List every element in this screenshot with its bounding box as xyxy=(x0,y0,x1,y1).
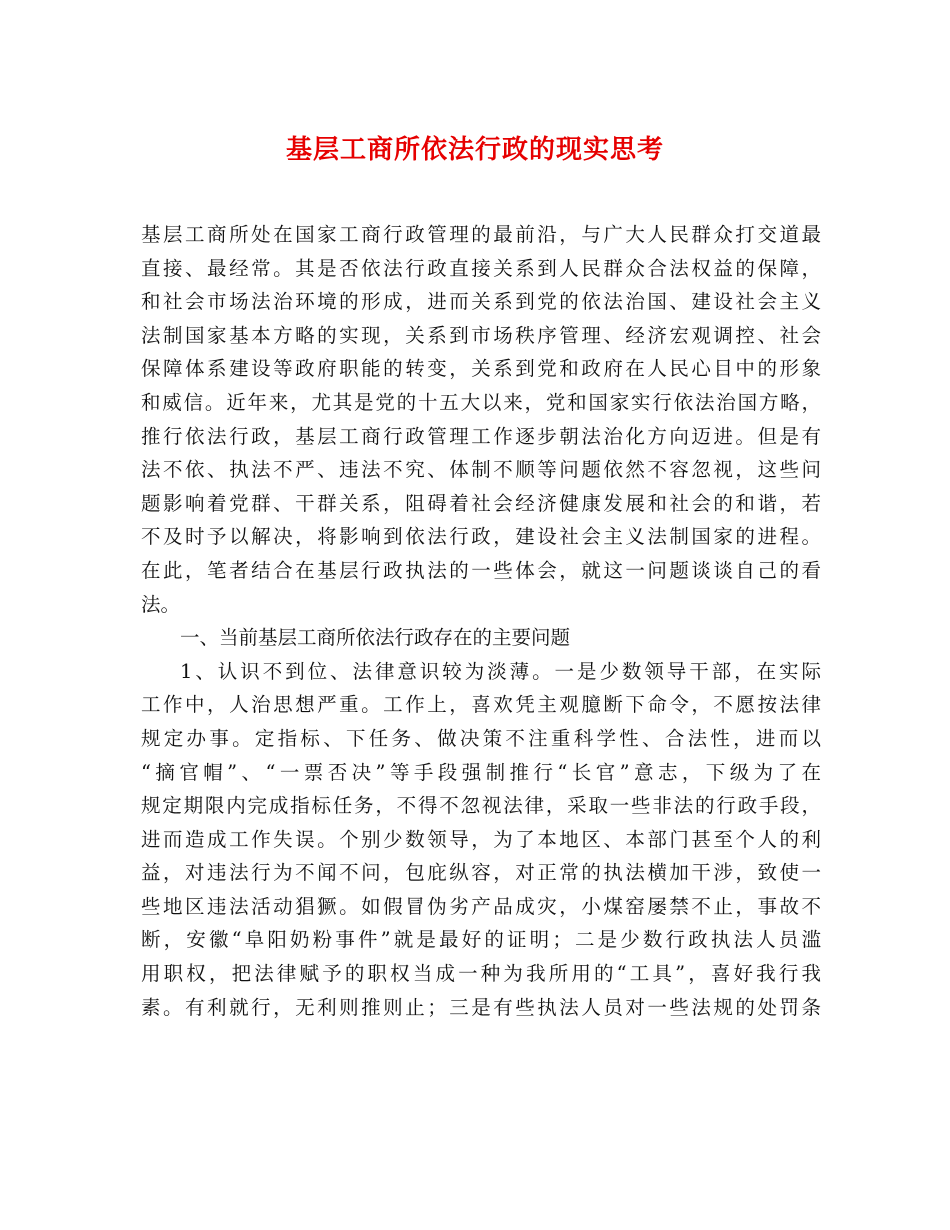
body-line: 1、认识不到位、法律意识较为淡薄。一是少数领导干部，在实际 xyxy=(180,659,821,683)
body-line: 推行依法行政，基层工商行政管理工作逐步朝法治化方向迈进。但是有 xyxy=(141,424,821,448)
body-line: 法不依、执法不严、违法不究、体制不顺等问题依然不容忽视，这些问 xyxy=(141,458,821,482)
body-line: “摘官帽”、“一票否决”等手段强制推行“长官”意志，下级为了在 xyxy=(141,760,821,784)
body-line: 题影响着党群、干群关系，阻碍着社会经济健康发展和社会的和谐，若 xyxy=(141,491,821,515)
body-line: 规定期限内完成指标任务，不得不忽视法律，采取一些非法的行政手段， xyxy=(141,794,821,818)
body-line: 用职权，把法律赋予的职权当成一种为我所用的“工具”，喜好我行我 xyxy=(141,962,821,986)
section-heading: 一、当前基层工商所依法行政存在的主要问题 xyxy=(180,626,571,650)
body-line: 不及时予以解决，将影响到依法行政，建设社会主义法制国家的进程。 xyxy=(141,525,821,549)
document-body xyxy=(141,218,821,1024)
body-line: 基层工商所处在国家工商行政管理的最前沿，与广大人民群众打交道最 xyxy=(141,223,821,246)
body-line: 断，安徽“阜阳奶粉事件”就是最好的证明；二是少数行政执法人员滥 xyxy=(141,928,821,952)
body-line: 规定办事。定指标、下任务、做决策不注重科学性、合法性，进而以 xyxy=(141,726,821,750)
body-line: 保障体系建设等政府职能的转变，关系到党和政府在人民心目中的形象 xyxy=(141,357,821,381)
body-line: 和社会市场法治环境的形成，进而关系到党的依法治国、建设社会主义 xyxy=(141,290,821,314)
body-line: 在此，笔者结合在基层行政执法的一些体会，就这一问题谈谈自己的看 xyxy=(141,558,821,582)
body-line: 益，对违法行为不闻不问，包庇纵容，对正常的执法横加干涉，致使一 xyxy=(141,861,821,885)
document-title: 基层工商所依法行政的现实思考 xyxy=(285,135,664,165)
body-line: 进而造成工作失误。个别少数领导，为了本地区、本部门甚至个人的利 xyxy=(141,827,821,851)
body-line: 法制国家基本方略的实现，关系到市场秩序管理、经济宏观调控、社会 xyxy=(141,323,821,347)
body-line: 法。 xyxy=(141,592,181,616)
body-line: 素。有利就行，无利则推则止；三是有些执法人员对一些法规的处罚条 xyxy=(141,995,821,1019)
body-line: 些地区违法活动猖獗。如假冒伪劣产品成灾，小煤窑屡禁不止，事故不 xyxy=(141,894,821,918)
body-line: 和威信。近年来，尤其是党的十五大以来，党和国家实行依法治国方略， xyxy=(141,390,821,414)
body-line: 直接、最经常。其是否依法行政直接关系到人民群众合法权益的保障， xyxy=(141,256,821,280)
body-line: 工作中，人治思想严重。工作上，喜欢凭主观臆断下命令，不愿按法律 xyxy=(141,693,821,717)
